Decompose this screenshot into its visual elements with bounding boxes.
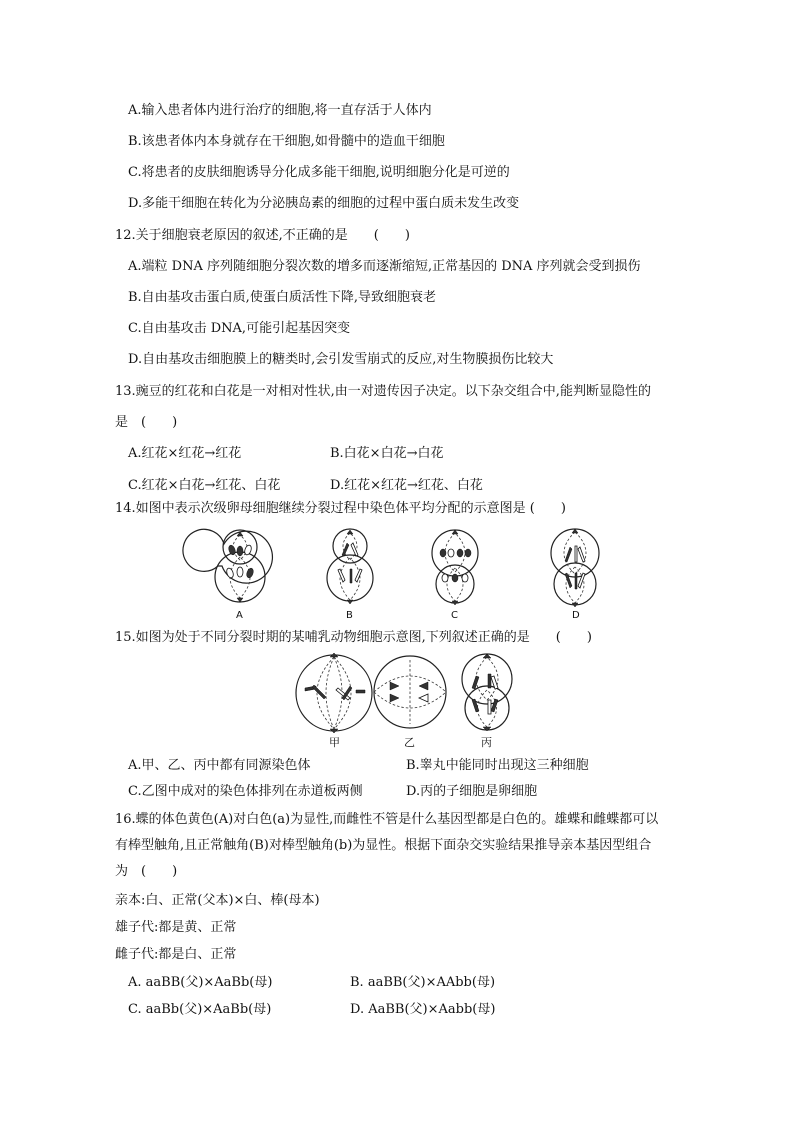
q16-stem-line3: 为 ( ) — [115, 864, 178, 879]
q13-stem-line1: 13.豌豆的红花和白花是一对相对性状,由一对遗传因子决定。以下杂交组合中,能判断显隐性的 — [115, 384, 651, 399]
q15-stem: 15.如图为处于不同分裂时期的某哺乳动物细胞示意图,下列叙述正确的是 ( ) — [115, 630, 592, 645]
q15-label-bing: 丙 — [481, 736, 492, 749]
q15-option-c: C.乙图中成对的染色体排列在赤道板两侧 — [128, 784, 363, 799]
q15-label-jia: 甲 — [329, 736, 340, 749]
q12-stem: 12.关于细胞衰老原因的叙述,不正确的是 ( ) — [115, 228, 410, 243]
q15-label-yi: 乙 — [404, 736, 415, 749]
q12-option-a: A.端粒 DNA 序列随细胞分裂次数的增多而逐渐缩短,正常基因的 DNA 序列就会受到损伤 — [128, 259, 641, 274]
q13-option-b: B.白花×白花→白花 — [330, 446, 444, 461]
q16-option-b: B. aaBB(父)×AAbb(母) — [350, 975, 496, 990]
q12-option-c: C.自由基攻击 DNA,可能引起基因突变 — [128, 321, 351, 336]
q15-cell-yi — [374, 656, 446, 728]
q12-option-d: D.自由基攻击细胞膜上的糖类时,会引发雪崩式的反应,对生物膜损伤比较大 — [128, 352, 554, 367]
q16-male-offspring: 雄子代:都是黄、正常 — [115, 920, 237, 935]
q15-cell-bing — [462, 654, 512, 731]
q11-option-d: D.多能干细胞在转化为分泌胰岛素的细胞的过程中蛋白质未发生改变 — [128, 196, 520, 211]
q15-cell-jia — [296, 653, 372, 733]
q16-option-a: A. aaBB(父)×AaBb(母) — [128, 975, 273, 990]
q16-option-d: D. AaBB(父)×Aabb(母) — [350, 1002, 496, 1017]
q16-stem-line1: 16.蝶的体色黄色(A)对白色(a)为显性,而雌性不管是什么基因型都是白色的。雄蝶和雌蝶都可以 — [115, 812, 659, 827]
q16-female-offspring: 雌子代:都是白、正常 — [115, 947, 237, 962]
q16-option-c: C. aaBb(父)×AaBb(母) — [128, 1002, 272, 1017]
q15-option-d: D.丙的子细胞是卵细胞 — [406, 784, 538, 799]
q13-stem-line2: 是 ( ) — [115, 415, 178, 430]
q14-label-d: D — [572, 610, 580, 621]
q11-option-a: A.输入患者体内进行治疗的细胞,将一直存活于人体内 — [128, 103, 432, 118]
q15-option-a: A.甲、乙、丙中都有同源染色体 — [128, 758, 311, 773]
q13-option-c: C.红花×白花→红花、白花 — [128, 478, 281, 493]
q14-label-b: B — [346, 610, 353, 621]
q16-parents: 亲本:白、正常(父本)×白、棒(母本) — [115, 893, 320, 908]
q16-stem-line2: 有棒型触角,且正常触角(B)对棒型触角(b)为显性。根据下面杂交实验结果推导亲本基因型组合 — [115, 838, 652, 853]
q15-option-b: B.睾丸中能同时出现这三种细胞 — [406, 758, 589, 773]
q13-option-a: A.红花×红花→红花 — [128, 446, 242, 461]
q14-stem: 14.如图中表示次级卵母细胞继续分裂过程中染色体平均分配的示意图是 ( ) — [115, 501, 566, 516]
q11-option-b: B.该患者体内本身就存在干细胞,如骨髓中的造血干细胞 — [128, 134, 445, 149]
q13-option-d: D.红花×红花→红花、白花 — [330, 478, 483, 493]
q14-label-a: A — [236, 610, 243, 621]
q12-option-b: B.自由基攻击蛋白质,使蛋白质活性下降,导致细胞衰老 — [128, 290, 436, 305]
q11-option-c: C.将患者的皮肤细胞诱导分化成多能干细胞,说明细胞分化是可逆的 — [128, 165, 510, 180]
q14-label-c: C — [451, 610, 458, 621]
